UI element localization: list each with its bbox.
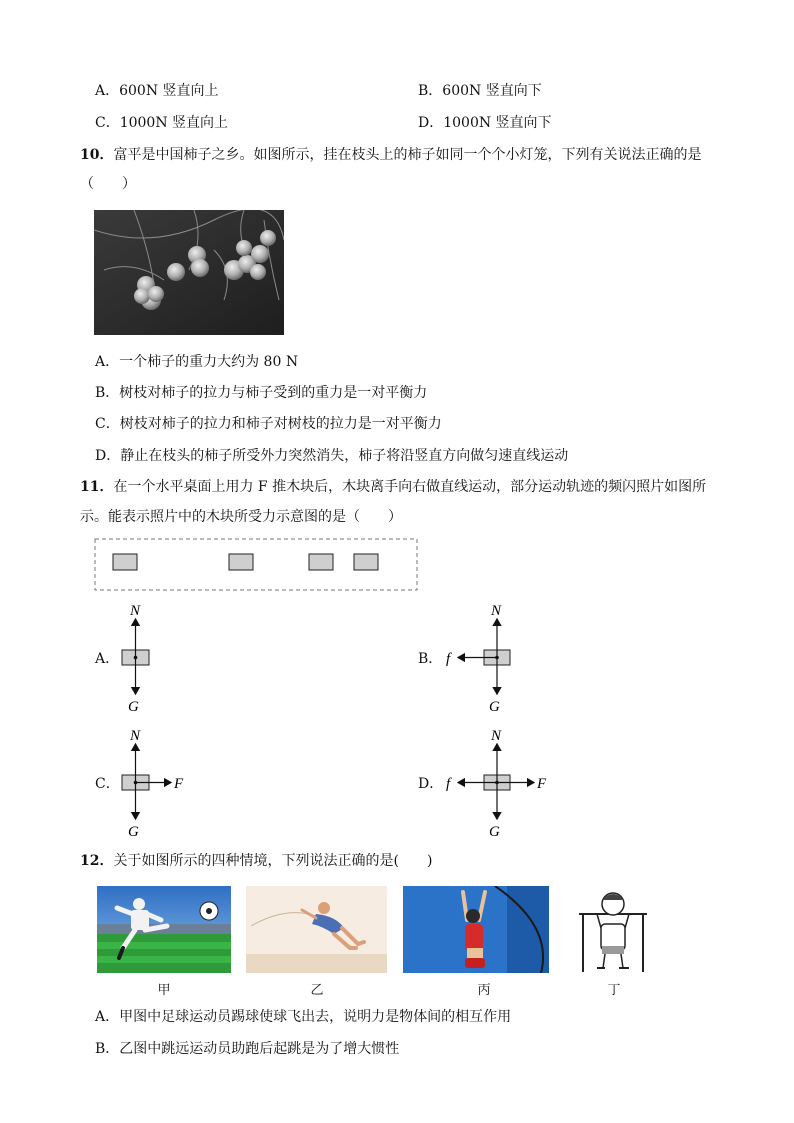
q11-stem-line1: 在一个水平桌面上用力 F 推木块后，木块离手向右做直线运动，部分运动轨迹的频闪照片如图所 [113,479,707,495]
q11-number: 11． [80,479,114,495]
soccer-kick-photo [97,886,231,973]
force-label-g: G [489,824,500,840]
q11-force-diagram-d [440,725,555,840]
block-frame-4 [354,554,378,570]
q12-option-b: B．乙图中跳远运动员助跑后起跳是为了增大惯性 [95,1041,400,1057]
force-label-g: G [128,824,139,840]
q9-option-a: A．600N 竖直向上 [95,83,219,99]
q9-option-c: C．1000N 竖直向上 [95,115,229,131]
force-label-f-push: F [537,776,547,792]
q11-option-b-label: B． [418,651,443,667]
q10-option-c: C．树枝对柿子的拉力和柿子对树枝的拉力是一对平衡力 [95,416,442,432]
q11-option-c-label: C． [95,776,120,792]
q10-stem [80,146,701,164]
q10-number: 10． [80,147,114,163]
force-label-n: N [491,603,502,619]
force-label-f-friction: f [446,651,451,667]
strobe-photo-diagram [94,538,419,592]
force-label-f-friction: f [446,776,451,792]
q12-stem-text: 关于如图所示的四种情境，下列说法正确的是( ) [113,853,433,869]
force-label-f-push: F [174,776,184,792]
q10-stem-line2: （ ） [80,176,136,192]
q11-force-diagram-b [440,600,540,715]
block-frame-3 [309,554,333,570]
q10-option-a: A．一个柿子的重力大约为 80 N [95,354,299,370]
caption-bing: 丙 [477,983,491,998]
q10-option-d: D．静止在枝头的柿子所受外力突然消失，柿子将沿竖直方向做匀速直线运动 [95,448,569,464]
block-frame-1 [113,554,137,570]
q12-stem [80,852,432,870]
q12-option-a: A．甲图中足球运动员踢球使球飞出去，说明力是物体间的相互作用 [95,1009,512,1025]
q11-stem [80,478,706,496]
force-label-n: N [491,728,502,744]
q12-number: 12． [80,853,114,869]
q10-stem-line1: 富平是中国柿子之乡。如图所示，挂在枝头上的柿子如同一个个小灯笼，下列有关说法正确的是 [113,147,702,163]
pull-up-cartoon [575,884,650,974]
q11-stem-line2: 示。能表示照片中的木块所受力示意图的是（ ） [80,509,402,525]
force-label-g: G [489,699,500,715]
long-jump-drawing [246,886,387,973]
caption-yi: 乙 [310,983,324,998]
q11-force-diagram-c [115,725,205,840]
q9-option-b: B．600N 竖直向下 [418,83,542,99]
pole-vault-photo [403,886,549,973]
block-frame-2 [229,554,253,570]
q11-option-a-label: A． [95,651,120,667]
q11-force-diagram-a [115,600,195,715]
caption-jia: 甲 [157,983,171,998]
q9-option-d: D．1000N 竖直向下 [418,115,552,131]
force-label-n: N [130,728,141,744]
force-label-g: G [128,699,139,715]
q10-option-b: B．树枝对柿子的拉力与柿子受到的重力是一对平衡力 [95,385,428,401]
q11-option-d-label: D． [418,776,444,792]
force-label-n: N [130,603,141,619]
persimmon-photo [94,210,284,335]
caption-ding: 丁 [607,983,621,998]
